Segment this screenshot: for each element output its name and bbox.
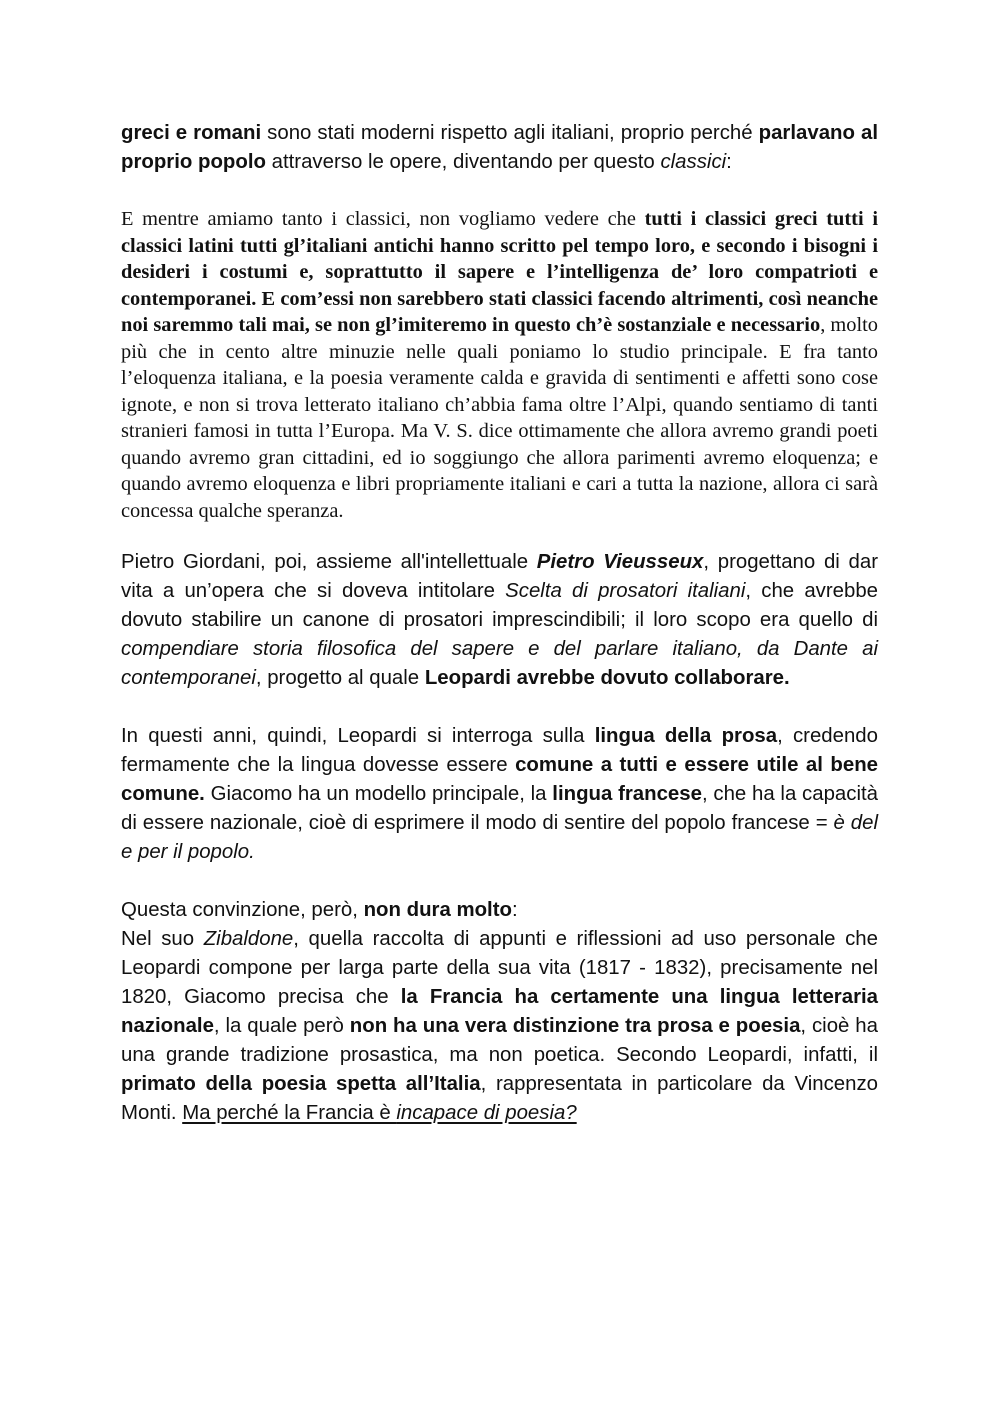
paragraph-classics-intro <box>121 119 878 177</box>
quote-text: , molto più che in cento altre minuzie nelle quali poniamo lo studio principale. E fra tanto l’eloquenza italiana, e la poesia veramente calda e gravida di sentimenti e affetti sono cose ignote, e non si trova letterato italiano ch’abbia fama oltre l’Alpi, quando sentiamo di tanti stranieri famosi in tutta l’Europa. Ma V. S. dice ottimamente che allora avremo grandi poeti quando avremo gran cittadini, ed io soggiungo che allora parimenti avremo eloquenza; e quando avremo eloquenza e libri propriamente italiani e cari a tutta la nazione, allora ci sarà concessa qualche speranza. <box>121 314 879 522</box>
bold-text: primato della poesia spetta all’Italia <box>121 1073 481 1095</box>
body-text: , rappresentata in particolare da Vincenzo Monti. <box>121 1073 879 1124</box>
italic-text: Zibaldone <box>203 928 294 950</box>
bold-text: lingua della prosa <box>594 725 778 747</box>
body-text: : <box>726 151 732 173</box>
body-text: , quella raccolta di appunti e riflessioni ad uso personale che Leopardi compone per larga parte della sua vita (1817 - 1832), precisamente nel 1820, Giacomo precisa che <box>121 928 878 1008</box>
bold-text: greci e romani <box>121 122 262 144</box>
italic-text: compendiare storia filosofica del sapere e del parlare italiano, da Dante ai contemporanei <box>121 638 878 689</box>
spacer <box>121 524 878 548</box>
body-text: : <box>511 899 518 921</box>
body-text: Questa convinzione, però, <box>121 899 364 921</box>
italic-text: classici <box>660 151 727 173</box>
spacer <box>121 177 878 206</box>
paragraph-lingua-prosa <box>121 722 878 867</box>
body-text: , credendo fermamente che la lingua dovesse essere <box>121 725 878 776</box>
spacer <box>121 693 878 722</box>
body-text: Nel suo <box>121 928 204 950</box>
paragraph-zibaldone <box>121 925 878 1128</box>
italic-text: Scelta di prosatori italiani <box>505 580 746 602</box>
body-text: , che ha la capacità di essere nazionale, cioè di esprimere il modo di sentire del popolo francese = <box>121 783 878 834</box>
body-text: Pietro Giordani, poi, assieme all'intellettuale <box>121 551 537 573</box>
italic-text: è del e per il popolo. <box>121 812 879 863</box>
paragraph-giordani-vieusseux <box>121 548 878 693</box>
body-text: , che avrebbe dovuto stabilire un canone di prosatori imprescindibili; il loro scopo era quello di <box>121 580 879 631</box>
bold-text: Leopardi avrebbe dovuto collaborare. <box>424 667 790 689</box>
spacer <box>121 867 878 896</box>
leopardi-quote <box>121 206 878 524</box>
body-text: , progettano di dar vita a un’opera che si doveva intitolare <box>121 551 878 602</box>
bold-text: comune a tutti e essere utile al bene comune. <box>121 754 878 805</box>
underlined-text: Ma perché la Francia è <box>182 1102 397 1124</box>
body-text: , la quale però <box>213 1015 350 1037</box>
bold-text: parlavano al proprio popolo <box>121 122 879 173</box>
body-text: , progetto al quale <box>255 667 425 689</box>
body-text: attraverso le opere, diventando per questo <box>265 151 661 173</box>
paragraph-convinzione <box>121 896 878 925</box>
bold-text: non dura molto <box>363 899 512 921</box>
bold-italic-text: Pietro Vieusseux <box>536 551 704 573</box>
body-text: , cioè ha una grande tradizione prosastica, ma non poetica. Secondo Leopardi, infatti, il <box>121 1015 878 1066</box>
body-text: In questi anni, quindi, Leopardi si interroga sulla <box>121 725 595 747</box>
bold-text: non ha una vera distinzione tra prosa e poesia <box>349 1015 801 1037</box>
bold-text: lingua francese <box>552 783 702 805</box>
body-text: sono stati moderni rispetto agli italiani, proprio perché <box>261 122 759 144</box>
body-text: Giacomo ha un modello principale, la <box>204 783 553 805</box>
quote-text: E mentre amiamo tanto i classici, non vogliamo vedere che <box>121 208 645 230</box>
underlined-italic-text: incapace di poesia? <box>396 1102 577 1124</box>
bold-text: la Francia ha certamente una lingua letteraria nazionale <box>121 986 879 1037</box>
document-page <box>121 119 878 1128</box>
quote-bold-text: tutti i classici greci tutti i classici latini tutti gl’italiani antichi hanno scritto pel tempo loro, e secondo i bisogni i desideri i costumi e, soprattutto il sapere e l’intelligenza de’ loro compatrioti e contemporanei. E com’essi non sarebbero stati classici facendo altrimenti, così neanche noi saremmo tali mai, se non gl’imiteremo in questo ch’è sostanziale e necessario <box>121 208 878 336</box>
